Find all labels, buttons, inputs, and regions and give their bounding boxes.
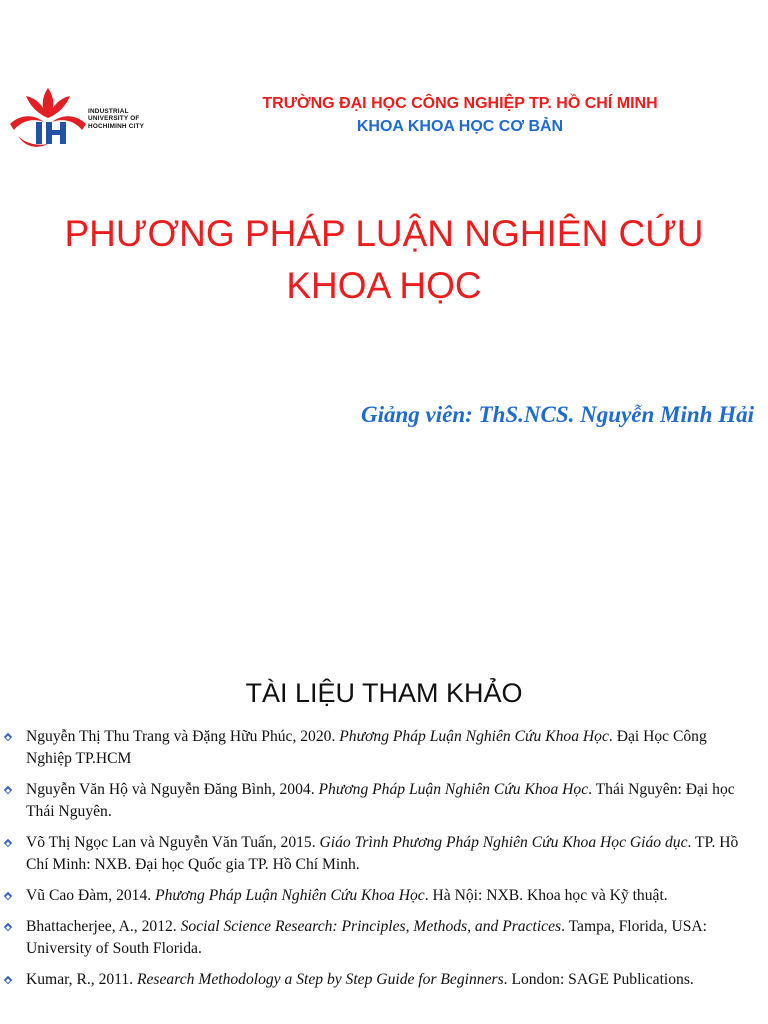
lecturer-name: Giảng viên: ThS.NCS. Nguyễn Minh Hải <box>361 402 754 427</box>
reference-title: Phương Pháp Luận Nghiên Cứu Khoa Học <box>339 728 609 745</box>
references-list <box>0 726 768 1000</box>
course-title-line: PHƯƠNG PHÁP LUẬN NGHIÊN CỨU <box>64 213 704 254</box>
reference-authors: Võ Thị Ngọc Lan và Nguyễn Văn Tuấn, 2015. <box>26 834 320 851</box>
reference-publisher: . Đại Học Công Nghiệp TP.HCM <box>26 728 707 767</box>
logo-line: INDUSTRIAL <box>88 108 129 115</box>
university-logo <box>8 84 198 154</box>
reference-authors: Kumar, R., 2011. <box>26 971 137 988</box>
diamond-bullet-icon <box>4 839 12 847</box>
reference-title: Research Methodology a Step by Step Guide for Beginners <box>136 971 504 988</box>
reference-title: Social Science Research: Principles, Methods, and Practices <box>180 918 562 935</box>
reference-authors: Nguyễn Văn Hộ và Nguyễn Đăng Bình, 2004. <box>26 781 319 798</box>
reference-title: Phương Pháp Luận Nghiên Cứu Khoa Học <box>155 887 425 904</box>
reference-item <box>0 969 768 991</box>
diamond-bullet-icon <box>4 923 12 931</box>
logo-line: HOCHIMINH CITY <box>88 122 145 130</box>
reference-item <box>0 885 768 907</box>
diamond-bullet-icon <box>4 976 12 984</box>
references-heading: TÀI LIỆU THAM KHẢO <box>245 678 523 708</box>
reference-publisher: . London: SAGE Publications. <box>503 971 694 988</box>
course-title-line: KHOA HỌC <box>286 265 482 306</box>
reference-publisher: . TP. Hồ Chí Minh: NXB. Đại học Quốc gia TP. Hồ Chí Minh. <box>26 834 739 873</box>
course-title <box>20 208 748 312</box>
reference-publisher: . Thái Nguyên: Đại học Thái Nguyên. <box>26 781 735 820</box>
lotus-logo-icon <box>8 84 88 154</box>
reference-publisher: . Tampa, Florida, USA: University of South Florida. <box>26 918 707 957</box>
logo-line: UNIVERSITY OF <box>88 115 140 123</box>
reference-item <box>0 779 768 823</box>
reference-item <box>0 726 768 770</box>
logo-wordmark <box>88 108 198 130</box>
reference-item <box>0 832 768 876</box>
diamond-bullet-icon <box>4 892 12 900</box>
reference-title: Phương Pháp Luận Nghiên Cứu Khoa Học <box>318 781 589 798</box>
reference-authors: Bhattacherjee, A., 2012. <box>26 918 181 935</box>
reference-authors: Nguyễn Thị Thu Trang và Đặng Hữu Phúc, 2020. <box>26 728 340 745</box>
reference-publisher: . Hà Nội: NXB. Khoa học và Kỹ thuật. <box>424 887 668 904</box>
reference-authors: Vũ Cao Đàm, 2014. <box>26 887 156 904</box>
reference-item <box>0 916 768 960</box>
diamond-bullet-icon <box>4 786 12 794</box>
faculty-name: KHOA KHOA HỌC CƠ BẢN <box>356 118 564 135</box>
school-name: TRƯỜNG ĐẠI HỌC CÔNG NGHIỆP TP. HỒ CHÍ MINH <box>262 95 658 112</box>
diamond-bullet-icon <box>4 733 12 741</box>
reference-title: Giáo Trình Phương Pháp Nghiên Cứu Khoa Học Giáo dục <box>319 834 688 851</box>
references-slide <box>0 640 768 1024</box>
